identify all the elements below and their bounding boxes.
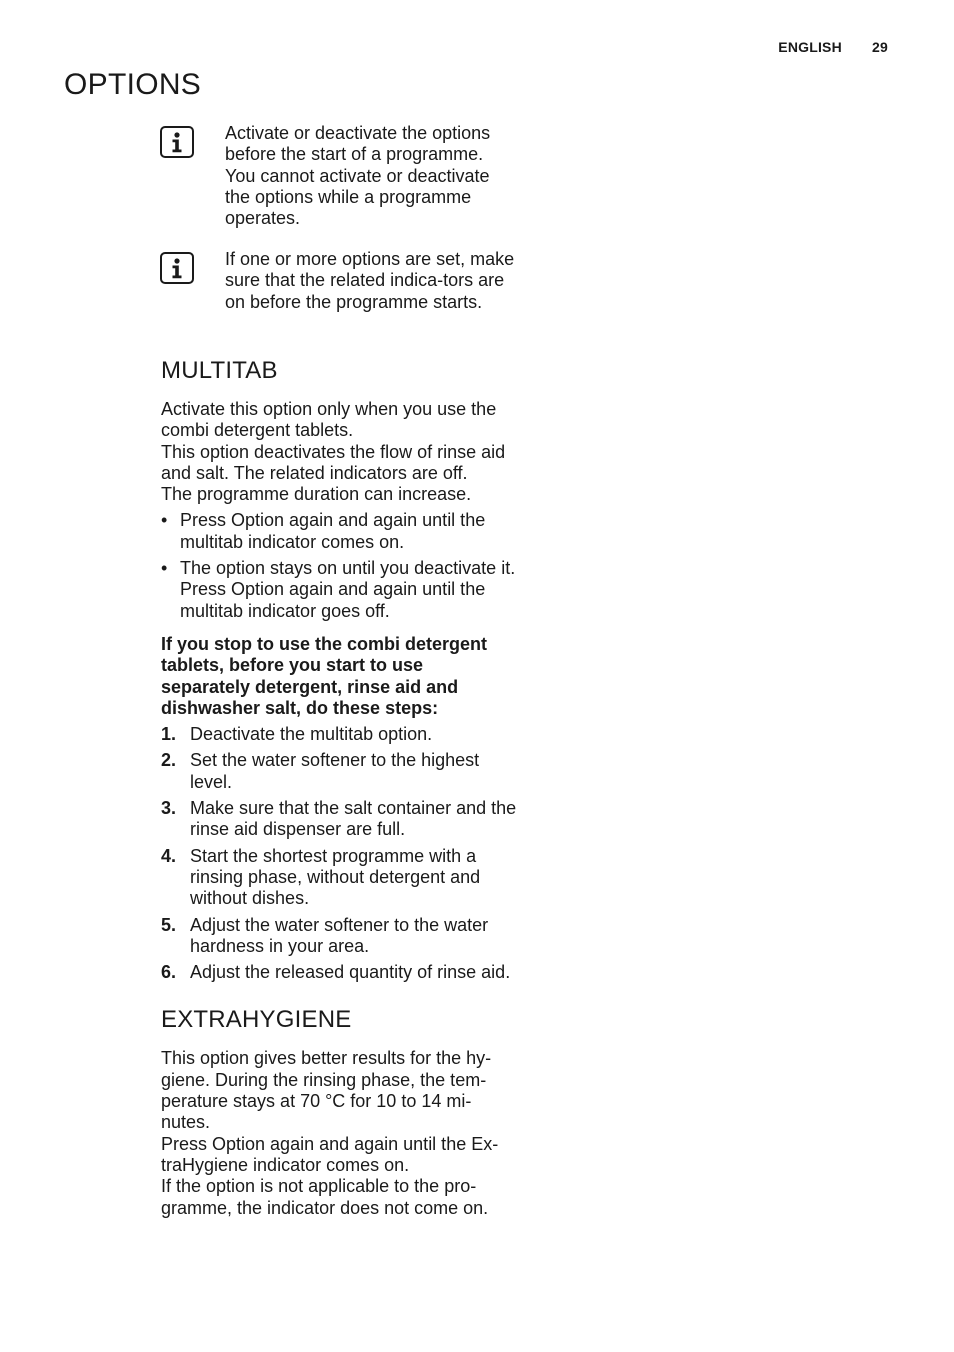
- multitab-intro-1: Activate this option only when you use the combi detergent tablets.: [161, 399, 497, 441]
- bullet-icon: •: [161, 558, 168, 579]
- page-header: [778, 39, 888, 55]
- extrahygiene-para-1: This option gives better results for the hy-giene. During the rinsing phase, the tem-perature stays at 70 °C for 10 to 14 mi-nutes.: [161, 1048, 492, 1133]
- step-item: [161, 915, 517, 958]
- page-number: 29: [872, 39, 888, 55]
- step-number: 4.: [161, 845, 177, 866]
- main-content: [161, 356, 517, 1219]
- info-note-1: [160, 123, 516, 229]
- info-icon: [160, 126, 194, 158]
- extrahygiene-heading: EXTRAHYGIENE: [161, 1006, 352, 1034]
- multitab-intro-3: The programme duration can increase.: [161, 484, 472, 505]
- page-title: OPTIONS: [64, 68, 202, 101]
- step-item: [161, 724, 517, 745]
- bullet-text: The option stays on until you deactivate it. Press Option again and again until the multitab indicator goes off.: [180, 558, 516, 621]
- extrahygiene-para-2: Press Option again and again until the Ex-traHygiene indicator comes on.: [161, 1133, 499, 1175]
- step-text: Adjust the water softener to the water hardness in your area.: [190, 914, 489, 956]
- step-text: Deactivate the multitab option.: [190, 724, 433, 745]
- multitab-intro-2: This option deactivates the flow of rinse aid and salt. The related indicators are off.: [161, 441, 506, 483]
- multitab-bullet-list: [161, 510, 517, 621]
- info-icon: [160, 252, 194, 284]
- step-text: Adjust the released quantity of rinse aid.: [190, 962, 511, 983]
- info-note-2: [160, 249, 516, 313]
- extrahygiene-para-3: If the option is not applicable to the pro-gramme, the indicator does not come on.: [161, 1176, 489, 1218]
- list-item: [161, 510, 517, 553]
- step-item: [161, 798, 517, 841]
- step-item: [161, 962, 517, 983]
- step-number: 5.: [161, 914, 177, 935]
- multitab-warning: If you stop to use the combi detergent tablets, before you start to use separately detergent, rinse aid and dishwasher salt, do these steps:: [161, 633, 488, 718]
- bullet-icon: •: [161, 510, 168, 531]
- step-text: Set the water softener to the highest level.: [190, 750, 480, 792]
- bullet-text: Press Option again and again until the multitab indicator comes on.: [180, 510, 486, 552]
- step-item: [161, 750, 517, 793]
- step-text: Make sure that the salt container and the rinse aid dispenser are full.: [190, 798, 517, 840]
- multitab-heading: MULTITAB: [161, 357, 278, 384]
- step-number: 6.: [161, 962, 177, 983]
- language-label: ENGLISH: [778, 39, 842, 55]
- step-number: 1.: [161, 724, 177, 745]
- note-text: If one or more options are set, make sure that the related indica-tors are on before the programme starts.: [225, 249, 515, 312]
- step-text: Start the shortest programme with a rinsing phase, without detergent and without dishes.: [190, 845, 481, 909]
- note-text: Activate or deactivate the options before the start of a programme. You cannot activate or deactivate the options while a programme operates.: [225, 123, 491, 229]
- step-number: 3.: [161, 798, 177, 819]
- multitab-steps: [161, 724, 517, 983]
- step-item: [161, 846, 517, 910]
- list-item: [161, 558, 517, 622]
- step-number: 2.: [161, 750, 177, 771]
